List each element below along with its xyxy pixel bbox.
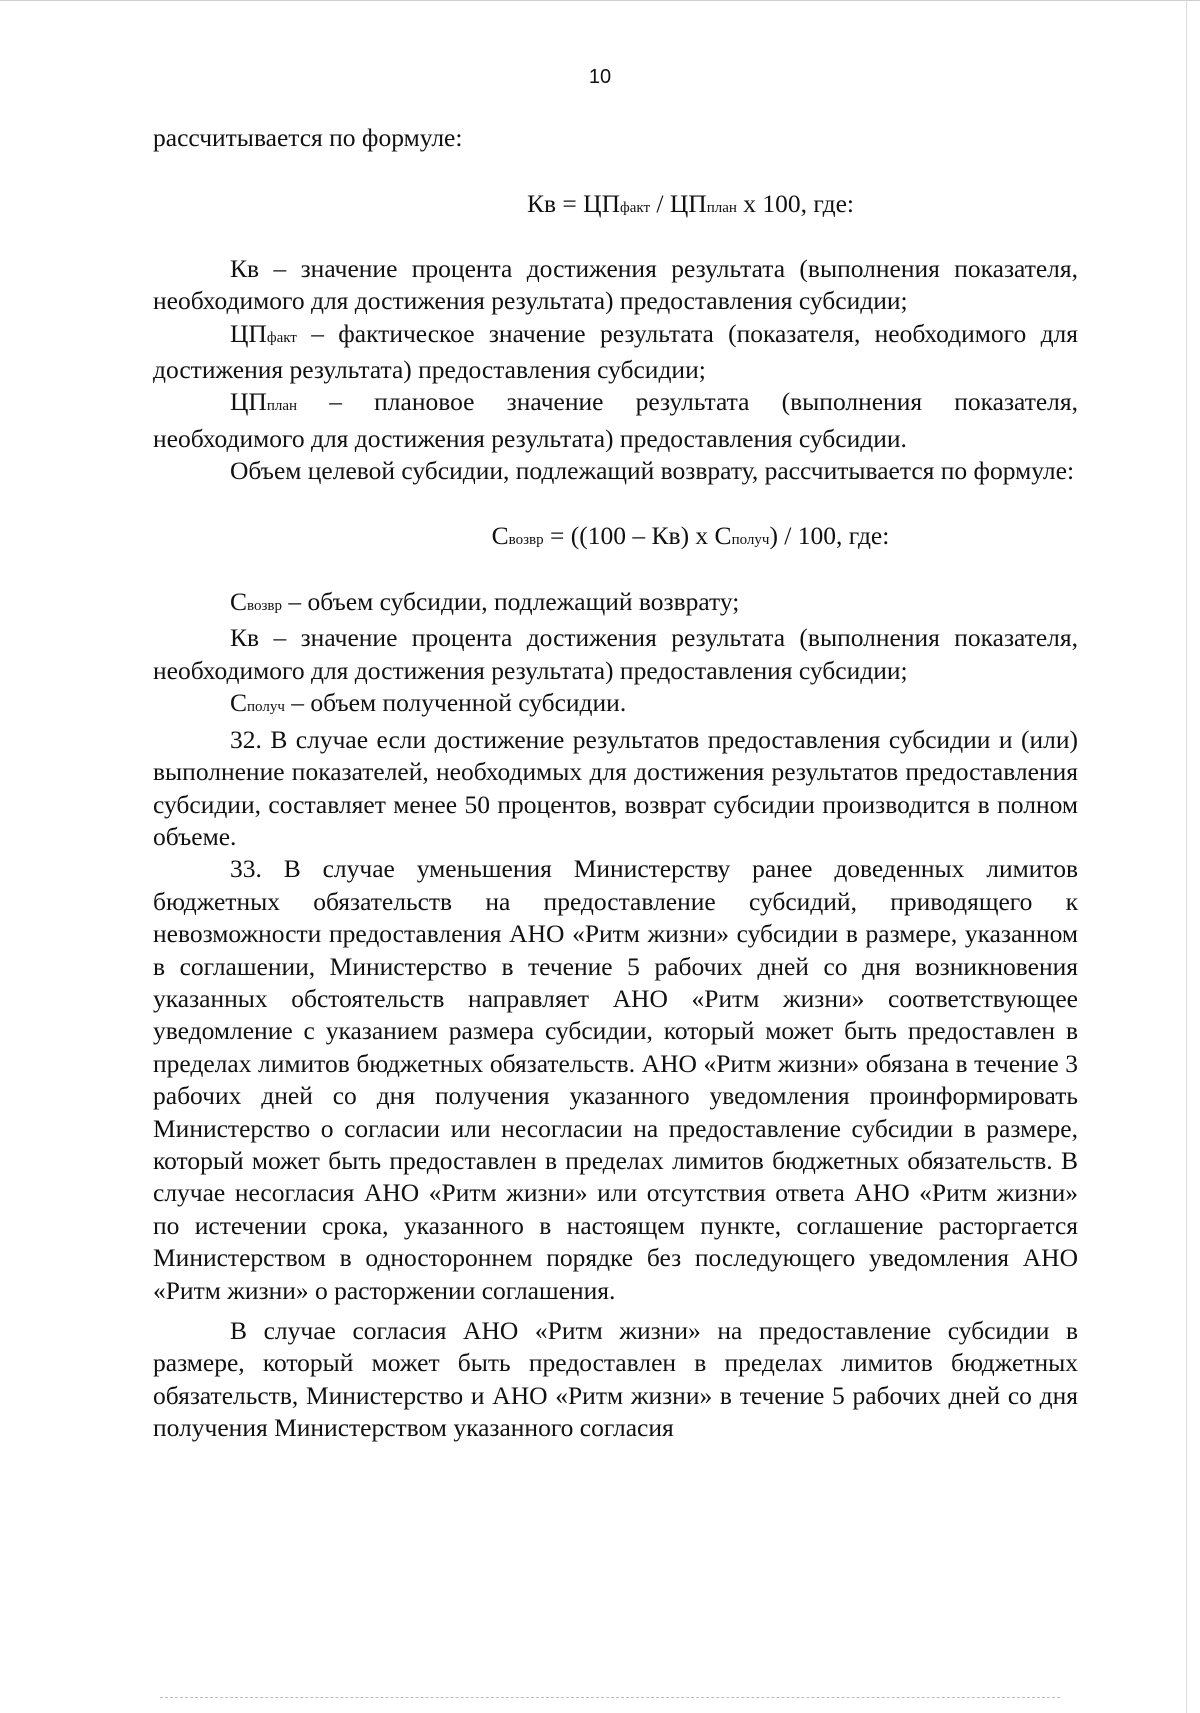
formula-kv [153,188,1078,224]
definition-svozvr [153,586,1078,622]
volume-intro: Объем целевой субсидии, подлежащий возврату, рассчитывается по формуле: [230,456,1075,486]
definition-cp-plan-sub: план [266,398,298,415]
formula-kv-sub-fakt: факт [620,200,651,217]
definition-kv-repeat [153,622,1078,687]
formula-svozvr-sub-poluch: получ [731,531,770,548]
paragraph-33: 33. В случае уменьшения Министерству ранее доведенных лимитов бюджетных обязательств на предоставление субсидий, приводящего к невозможности предоставления АНО «Ритм жизни» субсидии в размере, указанном в соглашении, Министерство в течение 5 рабочих дней со дня возникновения указанных обстоятельств направляет АНО «Ритм жизни» соответствующее уведомление с указанием размера субсидии, который может быть предоставлен в пределах лимитов бюджетных обязательств. АНО «Ритм жизни» обязана в течение 3 рабочих дней со дня получения указанного уведомления проинформировать Министерство о согласии или несогласии на предоставление субсидии в размере, который может быть предоставлен в пределах лимитов бюджетных обязательств. В случае несогласия АНО «Ритм жизни» или отсутствия ответа АНО «Ритм жизни» по истечении срока, указанного в настоящем пункте, соглашение расторгается Министерством в одностороннем порядке без последующего уведомления АНО «Ритм жизни» о расторжении соглашения. [153,854,1078,1305]
definition-cp-fakt-text: – фактическое значение результата (показателя, необходимого для достижения результата) предоставления субсидии; [153,318,1078,385]
definition-cp-plan-text: – плановое значение результата (выполнения показателя, необходимого для достижения результата) предоставления субсидии. [153,387,1078,453]
scan-edge-bottom [160,1697,1060,1699]
definition-cp-fakt-term: ЦП [230,318,267,348]
paragraph-32: 32. В случае если достижение результатов предоставления субсидии и (или) выполнение показателей, необходимых для достижения результатов предоставления субсидии, составляет менее 50 процентов, возврат субсидии производится в полном объеме. [153,724,1078,851]
formula-svozvr-mid: = ((100 – Кв) х С [543,520,732,550]
formula-kv-rhs: х 100, где: [736,189,854,219]
paragraph-consent: В случае согласия АНО «Ритм жизни» на предоставление субсидии в размере, который может быть предоставлен в пределах лимитов бюджетных обязательств, Министерство и АНО «Ритм жизни» в течение 5 рабочих дней со дня получения Министерством указанного согласия [153,1316,1078,1443]
intro-line: рассчитывается по формуле: [153,123,463,152]
formula-kv-sub-plan: план [706,200,737,217]
formula-kv-mid: / ЦП [650,189,707,219]
definition-cp-fakt-sub: факт [266,329,297,346]
formula-kv-lhs: Кв = ЦП [527,189,621,219]
definition-kv-repeat-term: Кв [230,623,260,653]
definition-kv [153,253,1078,318]
formula-svozvr-rhs: ) / 100, где: [769,520,890,550]
definition-svozvr-sub: возвр [247,598,283,615]
definition-spoluch-sub: получ [247,699,285,716]
scan-edge-right [1186,0,1187,1713]
definition-kv-repeat-text: – значение процента достижения результата (выполнения показателя, необходимого для достижения результата) предоставления субсидии; [153,623,1078,685]
definition-spoluch-term: С [230,688,248,718]
definition-cp-plan [153,386,1078,455]
document-body [153,122,1078,1445]
definition-svozvr-term: С [230,587,248,617]
formula-svozvr [153,520,1078,556]
formula-svozvr-lhs: С [491,520,509,550]
scan-edge-top [0,0,1200,1]
formula-svozvr-sub-vozvr: возвр [508,531,544,548]
definition-spoluch-text: – объем полученной субсидии. [284,688,627,718]
definition-kv-text: – значение процента достижения результата (выполнения показателя, необходимого для достижения результата) предоставления субсидии; [153,253,1078,316]
page-number: 10 [588,66,612,88]
definition-spoluch [153,687,1078,723]
definition-cp-fakt [153,318,1078,387]
definition-cp-plan-term: ЦП [230,387,267,417]
definition-kv-term: Кв [230,253,260,283]
definition-svozvr-text: – объем субсидии, подлежащий возврату; [282,587,740,617]
